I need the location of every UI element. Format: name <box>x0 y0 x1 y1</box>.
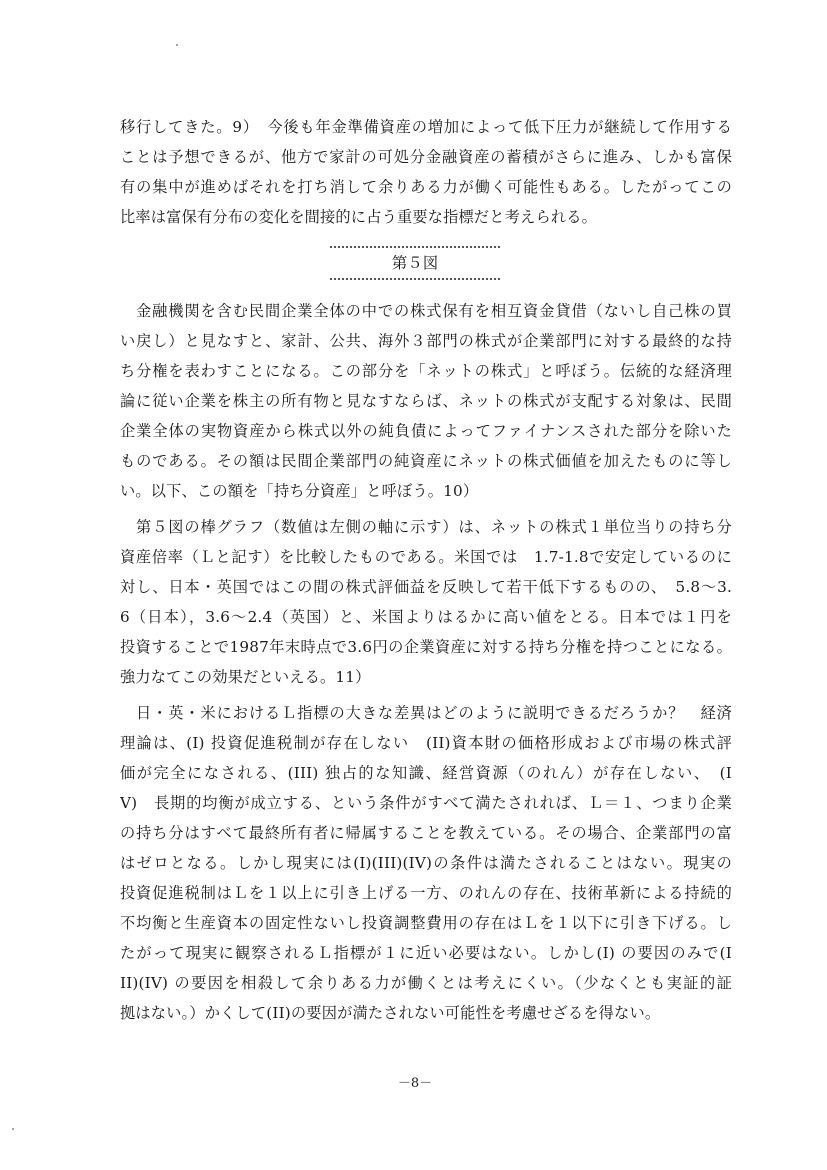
text-line: 論に従い企業を株主の所有物と見なすならば、ネットの株式が支配する対象は、民間 <box>120 392 732 410</box>
text-line: 第５図の棒グラフ（数値は左側の軸に示す）は、ネットの株式１単位当りの持ち分 <box>136 518 732 536</box>
text-line: い戻し）と見なすと、家計、公共、海外３部門の株式が企業部門に対する最終的な持 <box>120 332 732 350</box>
text-line: 金融機関を含む民間企業全体の中での株式保有を相互資金貸借（ないし自己株の買 <box>136 302 732 320</box>
text-line: ものである。その額は民間企業部門の純資産にネットの株式価値を加えたものに等し <box>120 452 732 470</box>
text-line: 強力なてこの効果だといえる。11） <box>120 668 371 686</box>
text-line: 企業全体の実物資産から株式以外の純負債によってファイナンスされた部分を除いた <box>120 422 732 440</box>
text-line: 有の集中が進めばそれを打ち消して余りある力が働く可能性もある。したがってこの <box>120 178 732 196</box>
text-line: ち分権を表わすことになる。この部分を「ネットの株式」と呼ぼう。伝統的な経済理 <box>120 362 732 380</box>
text-line: 投資促進税制はＬを１以上に引き上げる一方、のれんの存在、技術革新による持続的 <box>120 884 732 902</box>
figure-reference <box>330 244 500 284</box>
text-line: 投資することで1987年末時点で3.6円の企業資産に対する持ち分権を持つことになる。 <box>120 638 732 656</box>
scan-speck <box>12 1128 14 1130</box>
text-line: 日・英・米におけるＬ指標の大きな差異はどのように説明できるだろうか？ 経済 <box>136 704 732 722</box>
text-line: はゼロとなる。しかし現実には(I)(III)(IV)の条件は満たされることはない。現実の <box>120 854 732 872</box>
text-line: の持ち分はすべて最終所有者に帰属することを教えている。その場合、企業部門の富 <box>120 824 732 842</box>
text-line: II)(IV) の要因を相殺して余りある力が働くとは考えにくい。（少なくとも実証的証 <box>120 974 732 992</box>
text-line: 6（日本），3.6～2.4（英国）と、米国よりはるかに高い値をとる。日本では１円を <box>120 608 732 626</box>
text-line: 拠はない。）かくして(II)の要因が満たされない可能性を考慮せざるを得ない。 <box>120 1004 661 1022</box>
figure-label: 第５図 <box>391 254 439 272</box>
text-line: 理論は、(I) 投資促進税制が存在しない (II)資本財の価格形成および市場の株式評 <box>120 734 732 752</box>
text-line: 不均衡と生産資本の固定性ないし投資調整費用の存在はＬを１以下に引き下げる。し <box>120 914 732 932</box>
text-line: ことは予想できるが、他方で家計の可処分金融資産の蓄積がさらに進み、しかも富保 <box>120 148 732 166</box>
scan-speck <box>176 44 178 46</box>
text-line: 対し、日本・英国ではこの間の株式評価益を反映して若干低下するものの、 5.8～3. <box>120 578 732 596</box>
text-line: 価が完全になされる、(III) 独占的な知識、経営資源（のれん）が存在しない、 (I <box>120 764 732 782</box>
text-line: い。以下、この額を「持ち分資産」と呼ぼう。10） <box>120 482 479 500</box>
figure-rule-top <box>330 246 500 248</box>
page-number: －8－ <box>397 1076 433 1091</box>
text-line: たがって現実に観察されるＬ指標が１に近い必要はない。しかし(I) の要因のみで(I <box>120 944 732 962</box>
text-line: 移行してきた。9） 今後も年金準備資産の増加によって低下圧力が継続して作用する <box>120 118 732 136</box>
figure-rule-bottom <box>330 278 500 280</box>
text-line: V) 長期的均衡が成立する、という条件がすべて満たされれば、Ｌ＝１、つまり企業 <box>120 794 732 812</box>
text-line: 比率は富保有分布の変化を間接的に占う重要な指標だと考えられる。 <box>120 208 598 226</box>
text-line: 資産倍率（Ｌと記す）を比較したものである。米国では 1.7-1.8で安定しているのに <box>120 548 732 566</box>
